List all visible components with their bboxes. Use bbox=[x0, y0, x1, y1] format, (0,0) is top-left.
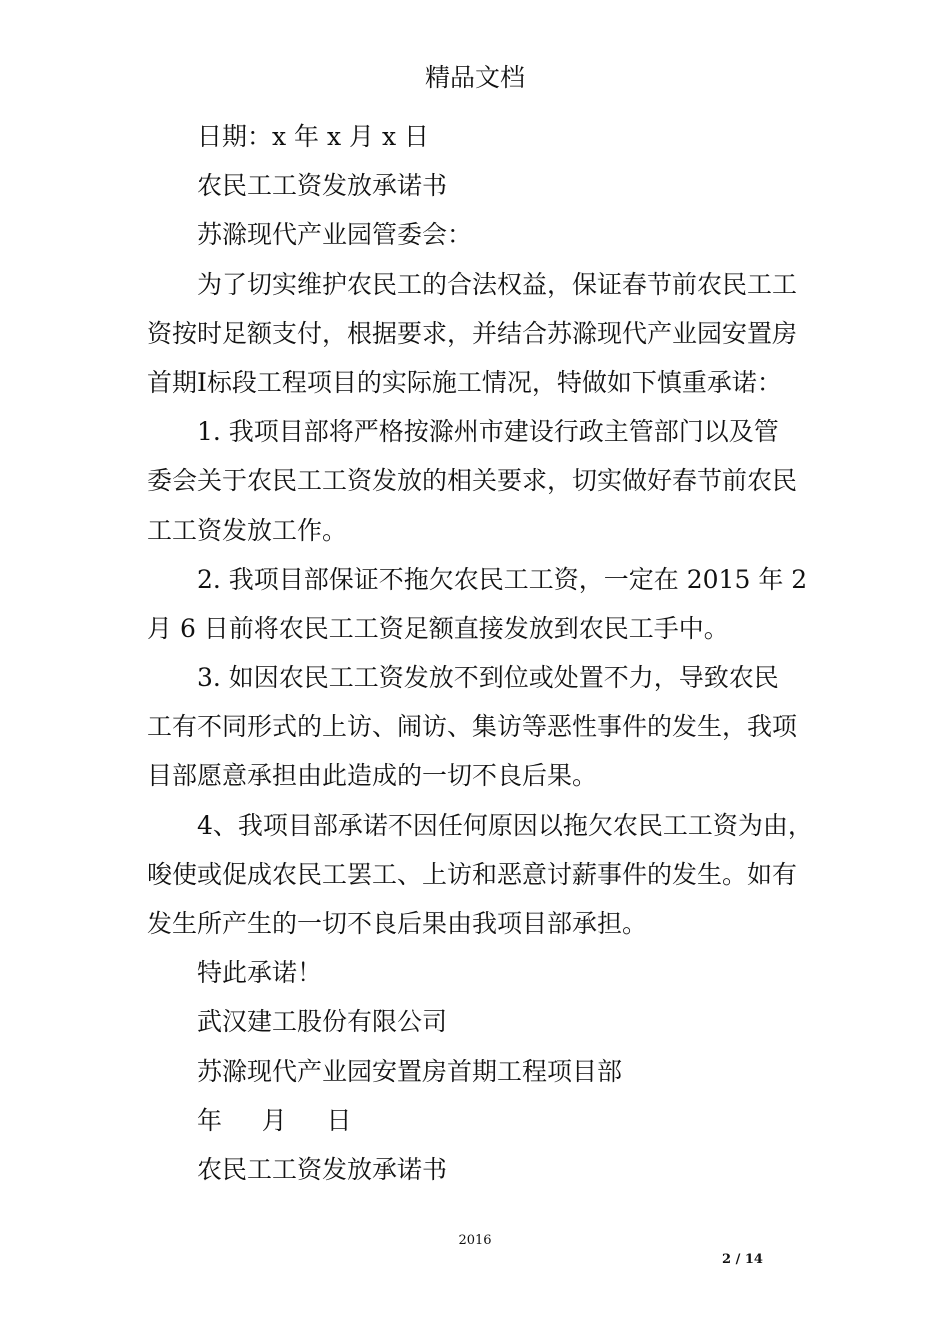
text-line: 委会关于农民工工资发放的相关要求，切实做好春节前农民 bbox=[147, 466, 798, 496]
page-header bbox=[0, 60, 950, 96]
text-line: 武汉建工股份有限公司 bbox=[197, 1007, 448, 1037]
text-line: 日期：x 年 x 月 x 日 bbox=[197, 122, 430, 151]
text-line: 唆使或促成农民工罢工、上访和恶意讨薪事件的发生。如有 bbox=[147, 859, 798, 889]
page-number: 2 / 14 bbox=[722, 1252, 763, 1267]
text-line: 发生所产生的一切不良后果由我项目部承担。 bbox=[147, 909, 648, 938]
text-line: 工工资发放工作。 bbox=[147, 515, 348, 545]
text-line: 农民工工资发放承诺书 bbox=[197, 171, 448, 201]
text-line: 为了切实维护农民工的合法权益，保证春节前农民工工 bbox=[197, 269, 798, 299]
text-line: 工有不同形式的上访、闹访、集访等恶性事件的发生，我项 bbox=[147, 712, 798, 742]
text-line: 目部愿意承担由此造成的一切不良后果。 bbox=[147, 761, 598, 791]
text-line: 特此承诺！ bbox=[197, 958, 323, 988]
text-line: 年 月 日 bbox=[197, 1105, 352, 1135]
text-line: 资按时足额支付，根据要求，并结合苏滁现代产业园安置房 bbox=[147, 318, 798, 348]
text-line: 农民工工资发放承诺书 bbox=[197, 1154, 448, 1184]
text-line: 1. 我项目部将严格按滁州市建设行政主管部门以及管 bbox=[197, 417, 779, 447]
header-title: 精品文档 bbox=[424, 63, 525, 92]
document-body bbox=[147, 112, 815, 1194]
footer-year-text: 2016 bbox=[458, 1233, 492, 1248]
text-line: 月 6 日前将农民工工资足额直接发放到农民工手中。 bbox=[147, 613, 729, 643]
text-line: 4、我项目部承诺不因任何原因以拖欠农民工工资为由， bbox=[197, 810, 813, 840]
text-line: 苏滁现代产业园管委会： bbox=[197, 220, 473, 250]
footer-year bbox=[0, 1233, 950, 1249]
text-line: 苏滁现代产业园安置房首期工程项目部 bbox=[197, 1056, 623, 1086]
text-line: 3. 如因农民工工资发放不到位或处置不力，导致农民 bbox=[197, 663, 779, 693]
text-line: 首期Ⅰ标段工程项目的实际施工情况，特做如下慎重承诺： bbox=[147, 367, 782, 397]
text-line: 2. 我项目部保证不拖欠农民工工资，一定在 2015 年 2 bbox=[197, 564, 808, 594]
